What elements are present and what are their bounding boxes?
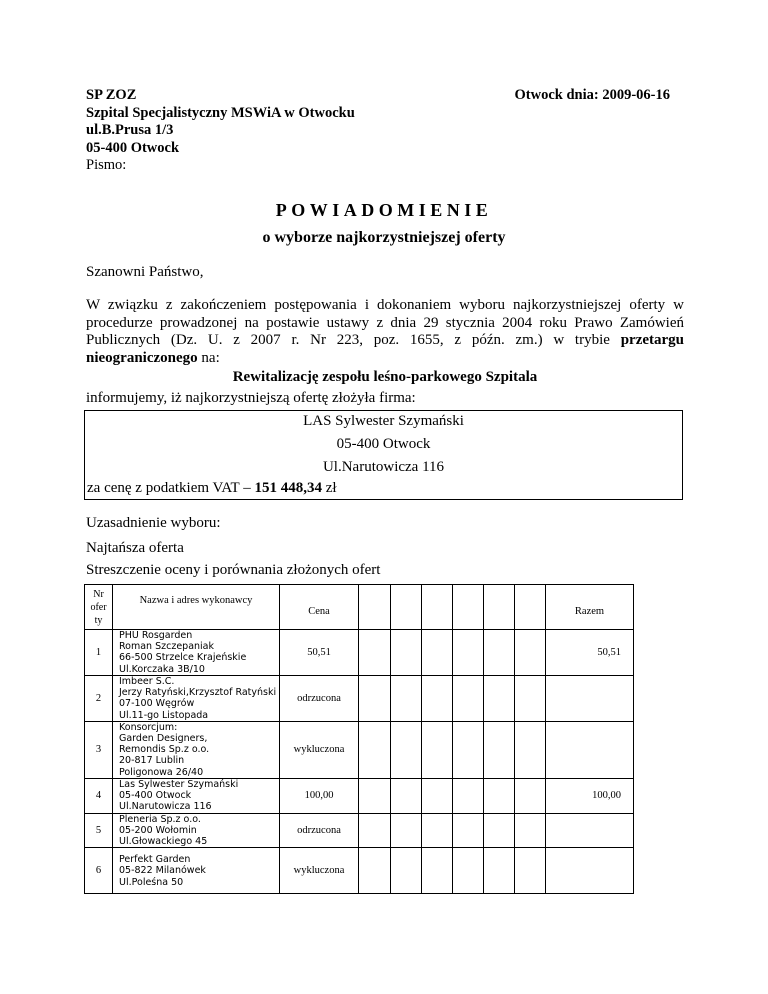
address-line: 05-400 Otwock (119, 790, 192, 802)
empty-cell (453, 813, 484, 848)
winner-street: Ul.Narutowicza 116 (322, 459, 445, 475)
sender-org: SP ZOZ (86, 87, 137, 103)
address-line: 20-817 Lublin (119, 755, 185, 767)
offer-total: 100,00 (546, 778, 634, 813)
offer-number: 6 (85, 848, 113, 894)
offer-number: 2 (85, 675, 113, 721)
empty-cell (422, 778, 453, 813)
address-line: Roman Szczepaniak (119, 641, 215, 653)
empty-cell (422, 721, 453, 778)
table-row (85, 675, 634, 721)
address-line: Jerzy Ratyński,Krzysztof Ratyński (119, 687, 277, 699)
header-blank (391, 585, 422, 630)
intro-line-4-text: na: (197, 349, 220, 366)
empty-cell (484, 813, 515, 848)
price-prefix: za cenę z podatkiem VAT – (87, 480, 255, 496)
sender-city: 05-400 Otwock (86, 139, 180, 156)
empty-cell (391, 675, 422, 721)
offer-price: wykluczona (280, 721, 359, 778)
empty-cell (359, 675, 391, 721)
address-line: Garden Designers, (119, 733, 208, 745)
intro-procedure-type-cont: nieograniczonego (86, 349, 198, 366)
header-blank (453, 585, 484, 630)
winner-price (87, 480, 337, 497)
offer-total (546, 813, 634, 848)
empty-cell (391, 721, 422, 778)
table-row (85, 721, 634, 778)
inform-line: informujemy, iż najkorzystniejszą ofertę złożyła firma: (86, 390, 416, 406)
winner-city: 05-400 Otwock (336, 436, 431, 452)
offer-price: 50,51 (280, 630, 359, 676)
table-row (85, 778, 634, 813)
empty-cell (422, 630, 453, 676)
empty-cell (359, 721, 391, 778)
intro-line-2: procedurze prowadzonej na postawie ustawy z dnia 29 stycznia 2004 roku Prawo Zamówień (86, 314, 684, 331)
offer-number: 3 (85, 721, 113, 778)
address-line: Ul.Głowackiego 45 (119, 836, 208, 848)
address-line: Ul.Korczaka 3B/10 (119, 663, 205, 675)
offer-price: odrzucona (280, 813, 359, 848)
offer-total (546, 721, 634, 778)
header-nr (85, 585, 113, 630)
offer-price: 100,00 (280, 778, 359, 813)
empty-cell (515, 848, 546, 894)
empty-cell (391, 778, 422, 813)
table-row (85, 630, 634, 676)
address-line: 66-500 Strzelce Krajeńskie (119, 652, 247, 664)
empty-cell (453, 675, 484, 721)
empty-cell (391, 848, 422, 894)
address-line: Ul.11-go Listopada (119, 709, 209, 721)
offer-total (546, 848, 634, 894)
empty-cell (453, 630, 484, 676)
sender-block (86, 87, 355, 175)
price-suffix: zł (321, 480, 337, 496)
intro-line-1: W związku z zakończeniem postępowania i dokonaniem wyboru najkorzystniejszej oferty w (86, 297, 684, 313)
address-line: Perfekt Garden (119, 854, 191, 866)
empty-cell (422, 813, 453, 848)
offer-price: odrzucona (280, 675, 359, 721)
intro-procedure-type: przetargu (620, 332, 684, 348)
empty-cell (484, 778, 515, 813)
winner-name: LAS Sylwester Szymański (303, 413, 464, 429)
offer-price: wykluczona (280, 848, 359, 894)
date-line: Otwock dnia: 2009-06-16 (514, 87, 670, 103)
intro-line-3 (86, 332, 684, 350)
address-line: Remondis Sp.z o.o. (119, 744, 210, 756)
contractor-address (113, 630, 280, 676)
empty-cell (391, 630, 422, 676)
contractor-address (113, 813, 280, 848)
empty-cell (484, 721, 515, 778)
contractor-address (113, 675, 280, 721)
empty-cell (515, 630, 546, 676)
sender-hospital: Szpital Specjalistyczny MSWiA w Otwocku (86, 104, 355, 121)
contractor-address (113, 778, 280, 813)
empty-cell (515, 721, 546, 778)
justification-label: Uzasadnienie wyboru: (86, 515, 221, 531)
contractor-address (113, 721, 280, 778)
price-value: 151 448,34 (254, 480, 322, 496)
header-blank (484, 585, 515, 630)
address-line: Poligonowa 26/40 (119, 766, 204, 778)
offer-total: 50,51 (546, 630, 634, 676)
empty-cell (359, 813, 391, 848)
empty-cell (515, 778, 546, 813)
offer-number: 5 (85, 813, 113, 848)
offer-number: 1 (85, 630, 113, 676)
offer-total (546, 675, 634, 721)
empty-cell (484, 848, 515, 894)
offers-table (84, 584, 634, 894)
empty-cell (484, 675, 515, 721)
address-line: Konsorcjum: (119, 721, 178, 733)
address-line: Las Sylwester Szymański (119, 779, 239, 791)
contractor-address (113, 848, 280, 894)
address-line: 07-100 Węgrów (119, 698, 195, 710)
header-name: Nazwa i adres wykonawcy (113, 585, 280, 630)
header-nr-text: Nr ofer ty (90, 588, 107, 626)
empty-cell (359, 848, 391, 894)
intro-line-4 (86, 350, 684, 368)
document-title: POWIADOMIENIE (275, 200, 493, 220)
header-blank (422, 585, 453, 630)
empty-cell (422, 675, 453, 721)
address-line: Ul.Poleśna 50 (119, 876, 184, 888)
header-blank (515, 585, 546, 630)
address-line: Pleneria Sp.z o.o. (119, 813, 201, 825)
document-subtitle: o wyborze najkorzystniejszej oferty (262, 229, 506, 246)
winner-box (84, 410, 683, 500)
intro-paragraph (86, 297, 684, 367)
empty-cell (359, 630, 391, 676)
sender-street: ul.B.Prusa 1/3 (86, 122, 174, 138)
header-razem: Razem (546, 585, 634, 630)
empty-cell (453, 778, 484, 813)
header-blank (359, 585, 391, 630)
address-line: 05-200 Wołomin (119, 825, 197, 837)
sender-letter-label: Pismo: (86, 157, 127, 173)
offer-number: 4 (85, 778, 113, 813)
empty-cell (391, 813, 422, 848)
greeting: Szanowni Państwo, (86, 264, 204, 280)
intro-line-3-text: Publicznych (Dz. U. z 2007 r. Nr 223, poz. 1655, z późn. zm.) w trybie (86, 332, 621, 348)
table-header-row (85, 585, 634, 630)
empty-cell (453, 721, 484, 778)
tender-subject: Rewitalizację zespołu leśno-parkowego Szpitala (232, 369, 538, 385)
summary-label: Streszczenie oceny i porównania złożonych ofert (86, 562, 381, 578)
address-line: Ul.Narutowicza 116 (119, 801, 212, 813)
empty-cell (515, 675, 546, 721)
justification-text: Najtańsza oferta (86, 540, 184, 556)
empty-cell (359, 778, 391, 813)
table-row (85, 813, 634, 848)
empty-cell (422, 848, 453, 894)
address-line: PHU Rosgarden (119, 630, 193, 641)
address-line: Imbeer S.C. (119, 675, 175, 687)
table-row (85, 848, 634, 894)
empty-cell (515, 813, 546, 848)
empty-cell (484, 630, 515, 676)
address-line: 05-822 Milanówek (119, 865, 206, 877)
header-cena: Cena (280, 585, 359, 630)
empty-cell (453, 848, 484, 894)
